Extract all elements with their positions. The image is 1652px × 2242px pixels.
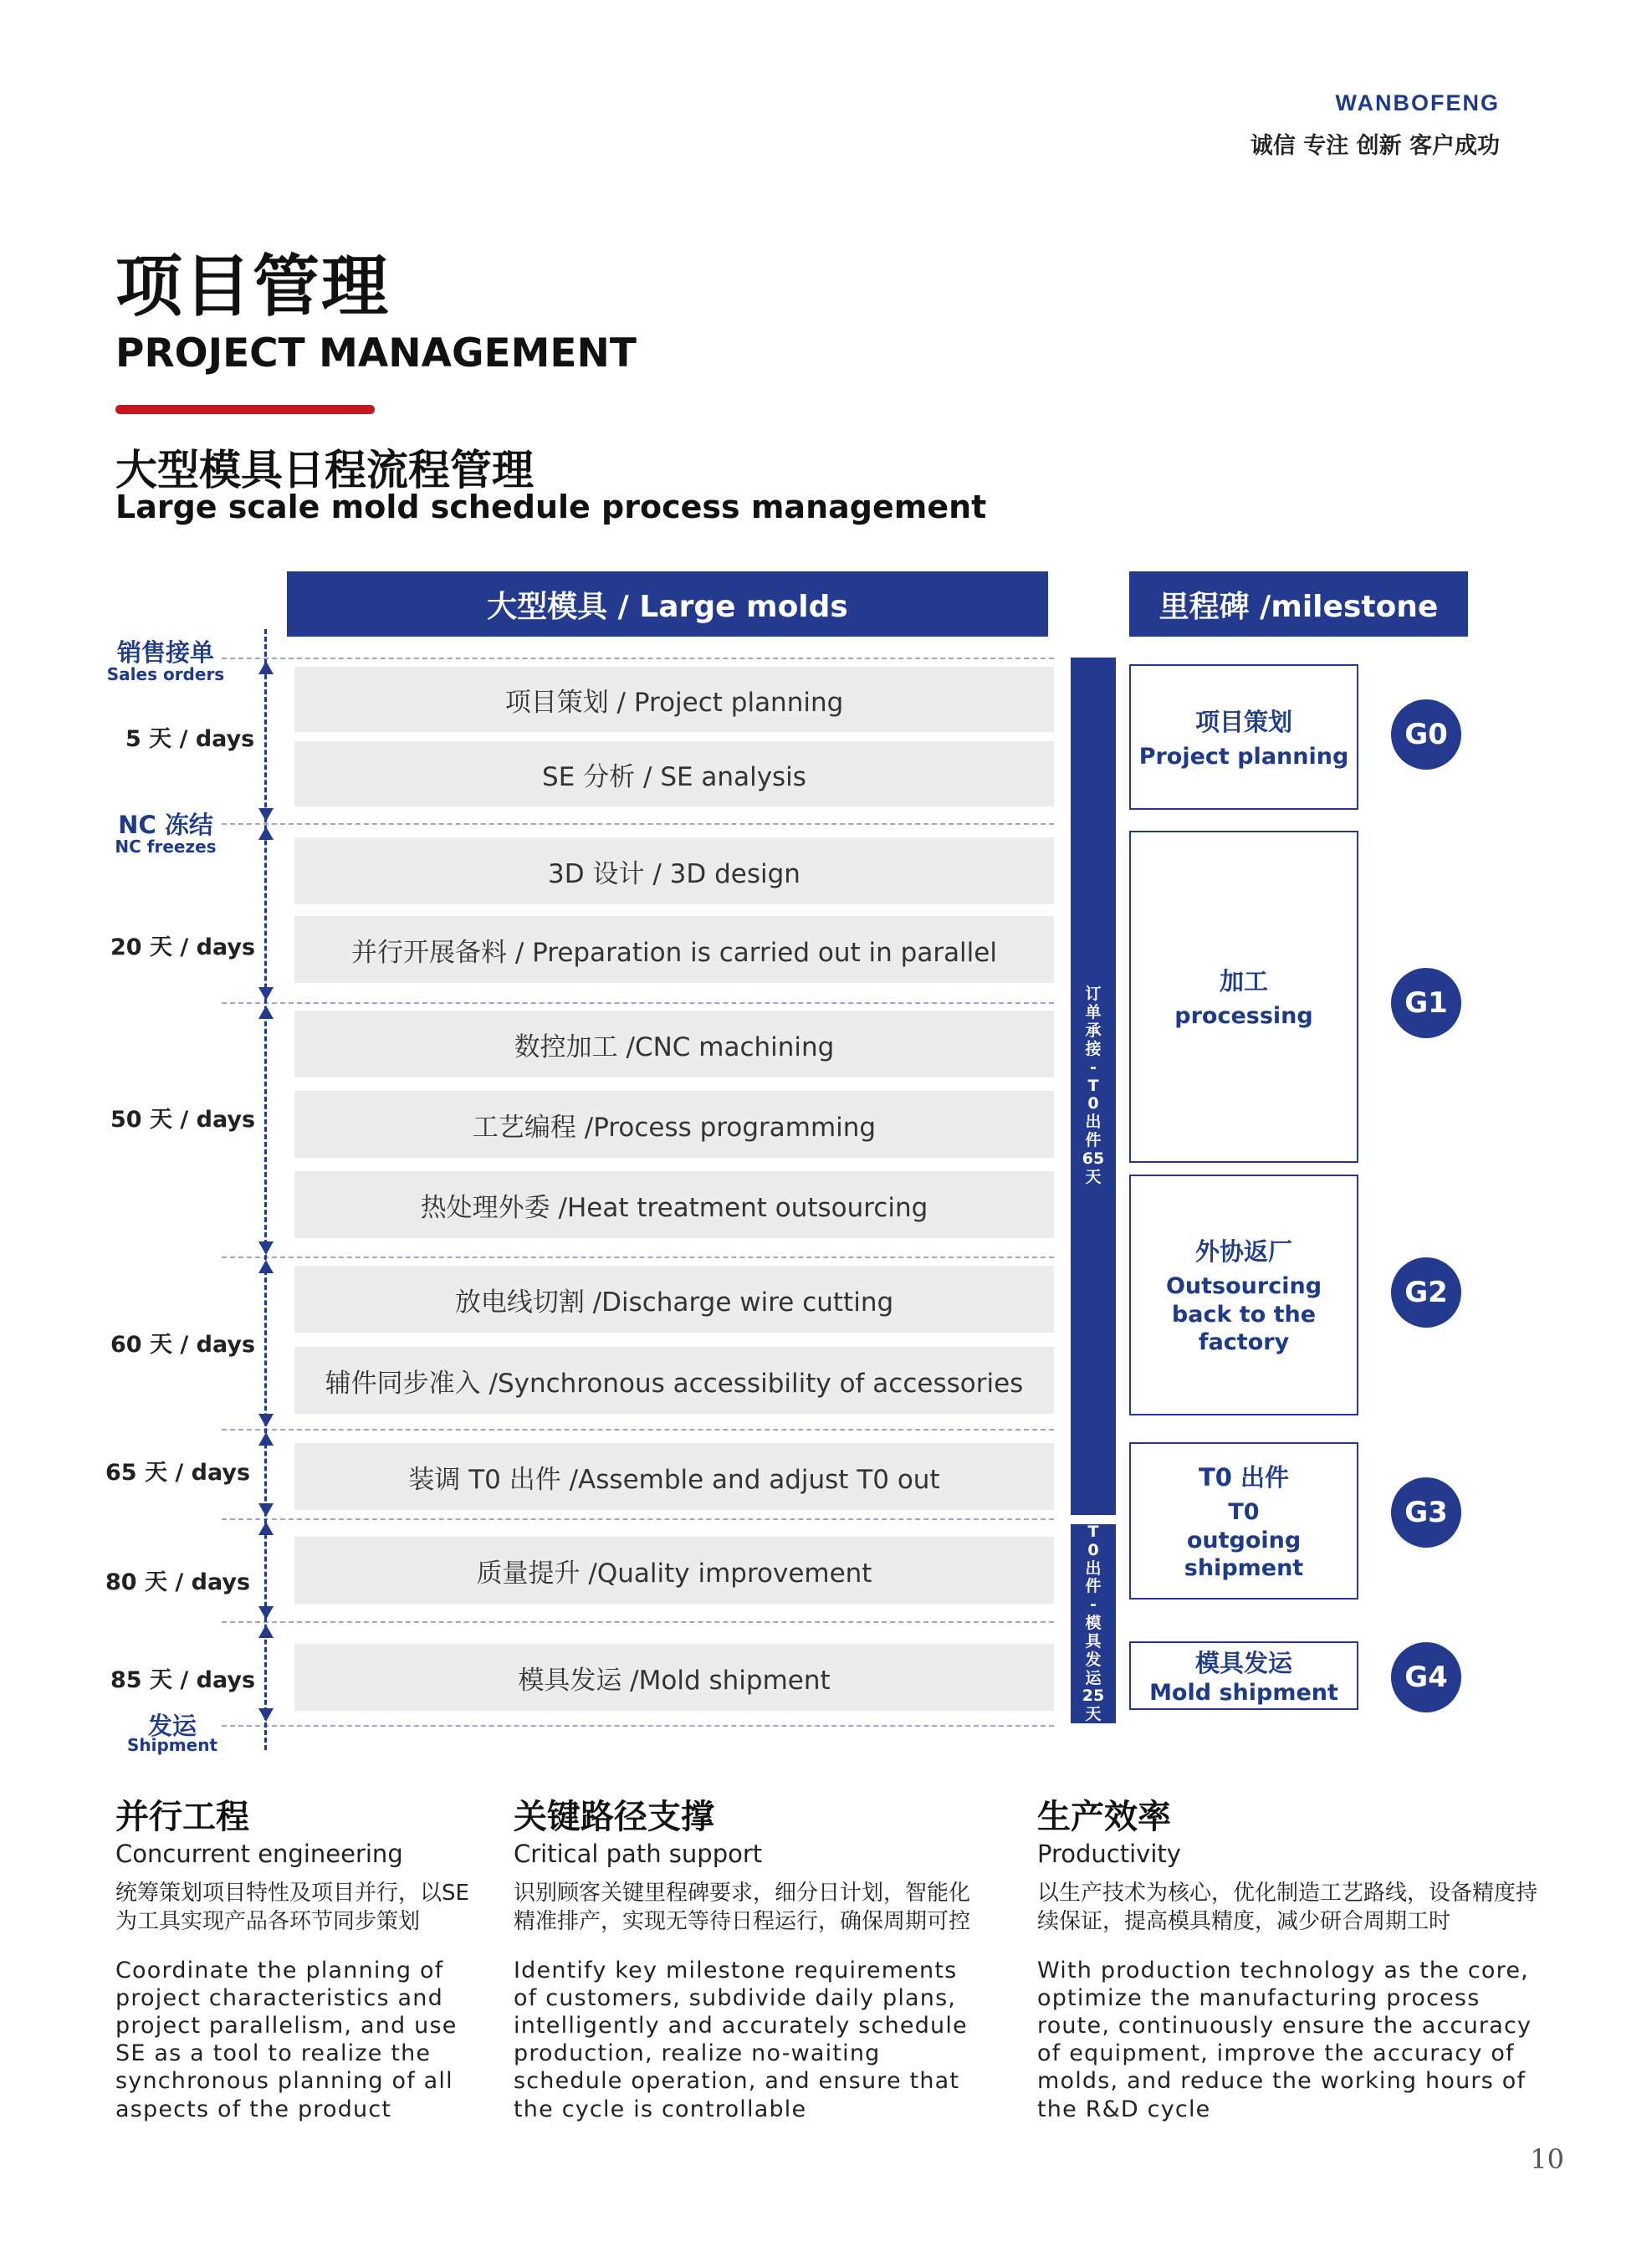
bar-char: 65 — [1082, 1149, 1105, 1168]
page-title-cn: 项目管理 — [115, 248, 390, 325]
step-wire-cutting: 放电线切割 /Discharge wire cutting — [294, 1266, 1054, 1333]
milestone-box-g2 — [1129, 1175, 1358, 1415]
step-cnc-machining: 数控加工 /CNC machining — [294, 1011, 1054, 1077]
bar-char: 出 — [1085, 1559, 1102, 1578]
bar-char: T — [1087, 1076, 1099, 1095]
bar-char: 运 — [1085, 1668, 1102, 1687]
milestone-badge-g2: G2 — [1391, 1257, 1461, 1328]
title-underline — [115, 405, 375, 414]
days-label: 50 天 / days — [110, 1107, 256, 1133]
feature-desc-en: Identify key milestone requirements of customers, subdivide daily plans, intelligently and accurately schedule production, realize no-waiting schedule operation, and ensure that the cycle is controllable — [514, 1957, 968, 2122]
arrow-up-icon — [258, 1432, 274, 1446]
arrow-up-icon — [258, 1625, 274, 1638]
bar-char: 0 — [1087, 1094, 1099, 1113]
step-3d-design: 3D 设计 / 3D design — [294, 837, 1054, 904]
feature-title-en: Concurrent engineering — [115, 1840, 403, 1868]
arrow-up-icon — [258, 1522, 274, 1535]
bar-char: 25 — [1082, 1687, 1105, 1706]
step-accessories: 辅件同步准入 /Synchronous accessibility of accessories — [294, 1347, 1054, 1414]
days-label: 20 天 / days — [110, 934, 256, 960]
milestone-cn: 加工 — [1219, 967, 1268, 996]
marker-sales-orders-en: Sales orders — [106, 664, 225, 684]
days-label: 85 天 / days — [110, 1667, 256, 1693]
page-title-en: PROJECT MANAGEMENT — [115, 330, 637, 376]
arrow-down-icon — [258, 987, 274, 1001]
feature-desc-en: With production technology as the core, optimize the manufacturing process route, continuously ensure the accuracy of equipment, improve the accuracy of molds, and reduce the working hours of the R&D cycle — [1037, 1957, 1532, 2122]
arrow-down-icon — [258, 1241, 274, 1255]
days-label: 60 天 / days — [110, 1332, 256, 1358]
arrow-up-icon — [258, 827, 274, 840]
separator-line — [222, 823, 1054, 825]
days-label: 65 天 / days — [105, 1460, 251, 1486]
arrow-up-icon — [258, 661, 274, 674]
arrow-down-icon — [258, 1606, 274, 1620]
separator-line — [222, 1429, 1054, 1431]
step-mold-shipment: 模具发运 /Mold shipment — [294, 1644, 1054, 1711]
duration-bar-t0-to-shipment — [1071, 1524, 1116, 1723]
feature-desc-cn: 以生产技术为核心，优化制造工艺路线，设备精度持续保证，提高模具精度，减少研合周期工时 — [1037, 1881, 1538, 1934]
milestone-cn: 外协返厂 — [1194, 1236, 1292, 1266]
bar-char: 接 — [1085, 1039, 1102, 1058]
milestone-box-g1 — [1129, 831, 1358, 1163]
feature-desc-cn: 识别顾客关键里程碑要求，细分日计划，智能化精准排产，实现无等待日程运行，确保周期可控 — [514, 1881, 971, 1934]
feature-title-cn: 生产效率 — [1037, 1798, 1171, 1836]
bar-char: 具 — [1085, 1631, 1102, 1651]
bar-char: 件 — [1085, 1131, 1102, 1150]
brand-logo: WANBOFENG — [1335, 90, 1500, 115]
feature-column-productivity — [1037, 1790, 1539, 2123]
milestone-box-g4 — [1129, 1641, 1358, 1710]
bar-char: 单 — [1085, 1003, 1102, 1022]
step-se-analysis: SE 分析 / SE analysis — [294, 741, 1054, 806]
milestone-en: T0 outgoing shipment — [1184, 1498, 1304, 1582]
days-label: 80 天 / days — [105, 1569, 251, 1595]
feature-title-en: Critical path support — [514, 1840, 763, 1868]
separator-line — [222, 1002, 1054, 1004]
step-assemble-t0: 装调 T0 出件 /Assemble and adjust T0 out — [294, 1443, 1054, 1510]
feature-desc-cn: 统筹策划项目特性及项目并行，以SE 为工具实现产品各环节同步策划 — [115, 1881, 469, 1934]
arrow-up-icon — [258, 1260, 274, 1273]
feature-desc-en: Coordinate the planning of project characteristics and project parallelism, and use SE as a tool to realize the synchronous planning of all aspects of the product — [115, 1957, 458, 2122]
milestone-cn: 模具发运 — [1194, 1648, 1292, 1677]
bar-char: 天 — [1085, 1167, 1102, 1186]
bar-char: - — [1090, 1595, 1097, 1615]
section-title-en: Large scale mold schedule process management — [115, 489, 987, 525]
feature-title-en: Productivity — [1037, 1840, 1181, 1868]
feature-title-cn: 关键路径支撑 — [514, 1798, 714, 1836]
feature-column-concurrent — [115, 1790, 475, 2123]
bar-char: - — [1090, 1057, 1097, 1077]
arrow-up-icon — [258, 1006, 274, 1019]
milestone-cn: 项目策划 — [1194, 707, 1292, 736]
milestone-badge-g3: G3 — [1391, 1477, 1461, 1548]
milestone-badge-g0: G0 — [1391, 699, 1461, 770]
milestone-cn: T0 出件 — [1198, 1462, 1290, 1492]
days-label: 5 天 / days — [125, 726, 255, 752]
marker-shipment-cn: 发运 — [147, 1712, 197, 1740]
bar-char: 发 — [1085, 1650, 1102, 1669]
milestone-box-g0 — [1129, 664, 1358, 810]
bar-char: 模 — [1085, 1614, 1102, 1633]
separator-line — [222, 658, 1054, 659]
bar-char: 订 — [1085, 985, 1102, 1004]
step-quality-improvement: 质量提升 /Quality improvement — [294, 1537, 1054, 1604]
bar-char: 件 — [1085, 1577, 1102, 1596]
milestone-en: Outsourcing back to the factory — [1165, 1272, 1322, 1356]
milestone-box-g3 — [1129, 1442, 1358, 1600]
step-project-planning: 项目策划 / Project planning — [294, 667, 1054, 732]
milestone-badge-g4: G4 — [1391, 1642, 1461, 1712]
separator-line — [222, 1621, 1054, 1623]
marker-sales-orders-cn: 销售接单 — [116, 638, 214, 667]
milestone-en: Project planning — [1138, 743, 1349, 770]
marker-shipment-en: Shipment — [126, 1735, 218, 1755]
bar-char: T — [1087, 1522, 1099, 1541]
bar-char: 天 — [1085, 1705, 1102, 1724]
arrow-down-icon — [258, 1503, 274, 1517]
separator-line — [222, 1725, 1054, 1727]
arrow-down-icon — [258, 1708, 274, 1722]
brand-slogan: 诚信 专注 创新 客户成功 — [1250, 133, 1500, 159]
duration-bar-order-to-t0 — [1071, 658, 1116, 1515]
milestone-en: Mold shipment — [1149, 1679, 1338, 1706]
step-preparation: 并行开展备料 / Preparation is carried out in parallel — [294, 916, 1054, 983]
arrow-down-icon — [258, 1414, 274, 1427]
arrow-down-icon — [258, 808, 274, 822]
bar-char: 承 — [1085, 1021, 1102, 1041]
large-molds-header: 大型模具 / Large molds — [287, 571, 1048, 637]
bar-char: 0 — [1087, 1540, 1099, 1559]
feature-column-critical-path — [514, 1790, 986, 2123]
bar-char: 出 — [1085, 1113, 1102, 1132]
separator-line — [222, 1257, 1054, 1258]
step-process-programming: 工艺编程 /Process programming — [294, 1091, 1054, 1158]
milestone-en: processing — [1174, 1003, 1313, 1030]
step-heat-treatment: 热处理外委 /Heat treatment outsourcing — [294, 1171, 1054, 1238]
milestone-header: 里程碑 /milestone — [1129, 571, 1468, 637]
feature-title-cn: 并行工程 — [115, 1798, 249, 1836]
separator-line — [222, 1518, 1054, 1520]
marker-nc-freezes-cn: NC 冻结 — [118, 811, 213, 839]
page-number: 10 — [1530, 2143, 1564, 2175]
section-title-cn: 大型模具日程流程管理 — [115, 446, 534, 494]
marker-nc-freezes-en: NC freezes — [115, 837, 217, 857]
milestone-badge-g1: G1 — [1391, 968, 1461, 1038]
